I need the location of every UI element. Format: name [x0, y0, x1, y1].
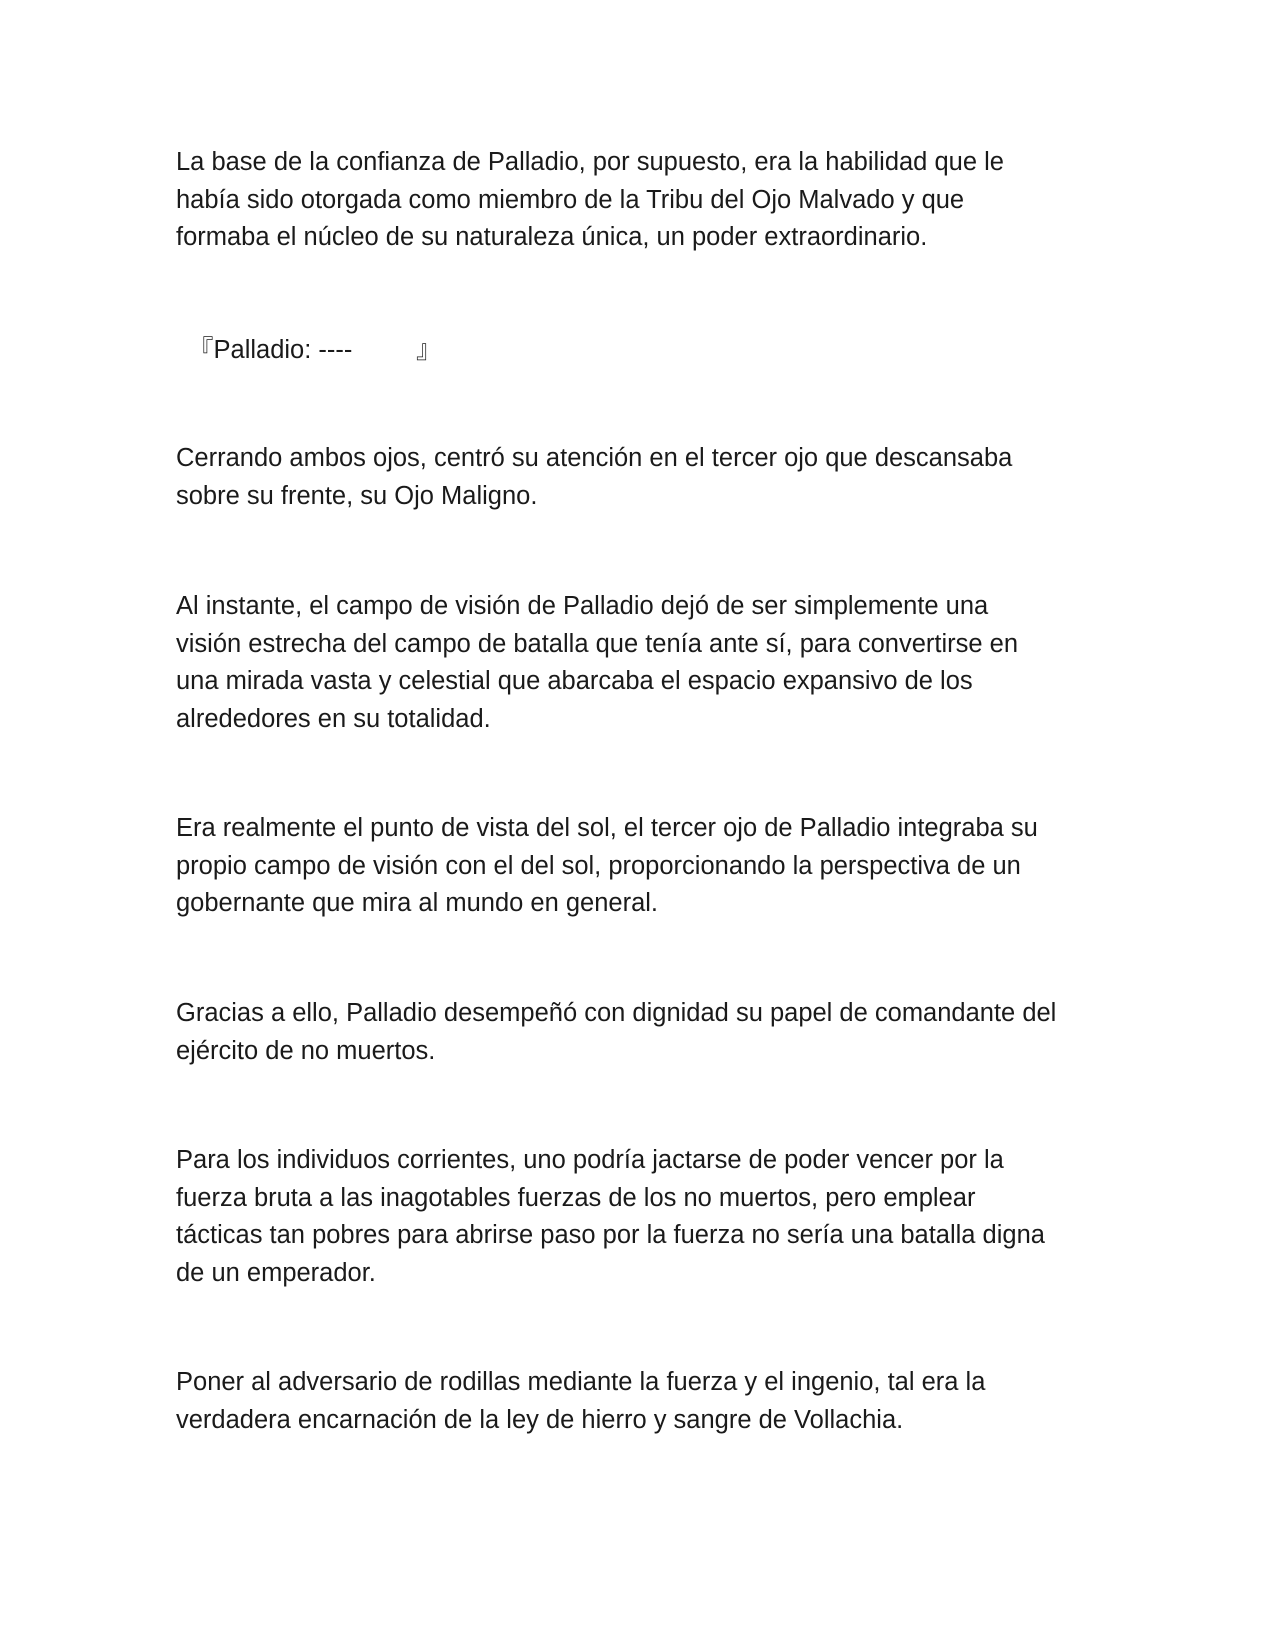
text-line: sobre su frente, su Ojo Maligno. — [176, 481, 538, 510]
paragraph-4 — [176, 810, 1096, 923]
text-line: ejército de no muertos. — [176, 1036, 436, 1065]
text-line: Cerrando ambos ojos, centró su atención en el tercer ojo que descansaba — [176, 444, 1013, 472]
text-line: una mirada vasta y celestial que abarcaba el espacio expansivo de los — [176, 667, 973, 695]
text-line: había sido otorgada como miembro de la Tribu del Ojo Malvado y que — [176, 185, 965, 214]
text-line: verdadera encarnación de la ley de hierro y sangre de Vollachia. — [176, 1405, 904, 1434]
text-line: de un emperador. — [176, 1258, 376, 1287]
paragraph-3 — [176, 588, 1096, 738]
text-line: Era realmente el punto de vista del sol, el tercer ojo de Palladio integraba su — [176, 814, 1038, 842]
text-line: propio campo de visión con el del sol, proporcionando la perspectiva de un — [176, 851, 1021, 880]
paragraph-1 — [176, 144, 1096, 257]
text-line: gobernante que mira al mundo en general. — [176, 889, 658, 917]
dialogue-text: 『Palladio: ---- — [188, 336, 353, 364]
text-line: La base de la confianza de Palladio, por supuesto, era la habilidad que le — [176, 148, 1004, 176]
text-line: formaba el núcleo de su naturaleza única, un poder extraordinario. — [176, 223, 928, 251]
dialogue-line — [188, 332, 448, 370]
text-line: Para los individuos corrientes, uno podría jactarse de poder vencer por la — [176, 1146, 1004, 1174]
text-line: Al instante, el campo de visión de Palladio dejó de ser simplemente una — [176, 592, 989, 620]
text-line: Gracias a ello, Palladio desempeñó con dignidad su papel de comandante del — [176, 999, 1057, 1027]
dialogue-close-bracket: 』 — [416, 336, 442, 364]
text-line: visión estrecha del campo de batalla que tenía ante sí, para convertirse en — [176, 629, 1019, 658]
paragraph-2 — [176, 440, 1096, 515]
paragraph-6 — [176, 1142, 1096, 1292]
text-line: Poner al adversario de rodillas mediante la fuerza y el ingenio, tal era la — [176, 1368, 986, 1396]
paragraph-7 — [176, 1364, 1096, 1439]
paragraph-5 — [176, 995, 1096, 1070]
text-line: fuerza bruta a las inagotables fuerzas de los no muertos, pero emplear — [176, 1183, 976, 1212]
text-line: tácticas tan pobres para abrirse paso por la fuerza no sería una batalla digna — [176, 1221, 1045, 1249]
text-line: alrededores en su totalidad. — [176, 704, 491, 733]
